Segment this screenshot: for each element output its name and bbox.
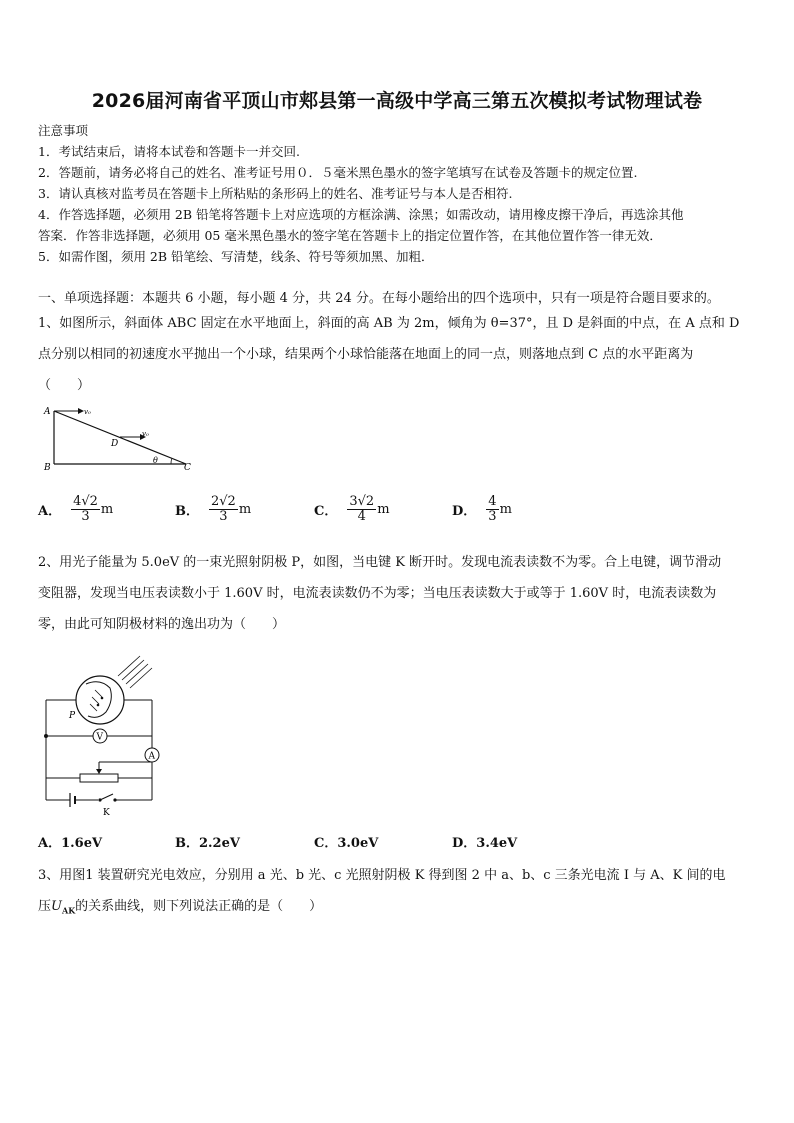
incline-figure: [40, 400, 200, 475]
note-item: 1．考试结束后，请将本试卷和答题卡一并交回.: [38, 144, 300, 159]
q1-option-a[interactable]: A． $\frac{4√2}{3}$ m: [38, 494, 114, 525]
q1-option-d[interactable]: D． $\frac{4}{3}$ m: [452, 494, 512, 525]
q2-line: 2、用光子能量为 5.0eV 的一束光照射阴极 P，如图，当电键 K 断开时。发现电流表读数不为零。合上电键，调节滑动: [38, 555, 722, 570]
q3-line: 压$U_{AK}$的关系曲线，则下列说法正确的是（ ）: [38, 899, 323, 916]
note-item: 3．请认真核对监考员在答题卡上所粘贴的条形码上的姓名、准考证号与本人是否相符.: [38, 186, 513, 201]
angle-label: θ: [153, 456, 158, 465]
circuit-figure: [40, 650, 170, 820]
q1-option-b[interactable]: B． $\frac{2√2}{3}$ m: [175, 494, 252, 525]
switch-label: K: [103, 808, 110, 818]
point-label-d: D: [111, 439, 119, 449]
page-title: 2026届河南省平顶山市郏县第一高级中学高三第五次模拟考试物理试卷: [91, 90, 703, 112]
note-item: 5．如需作图，须用 2B 铅笔绘、写清楚，线条、符号等须加黑、加粗．: [38, 249, 434, 264]
section-heading: 一、单项选择题：本题共 6 小题，每小题 4 分，共 24 分。在每小题给出的四个选项中，只有一项是符合题目要求的。: [38, 291, 720, 306]
point-label-b: B: [44, 463, 51, 473]
q1-answer-paren: （ ）: [38, 378, 91, 393]
point-label-a: A: [44, 407, 51, 417]
q2-option-c[interactable]: C．3.0eV: [314, 836, 379, 851]
velocity-label: v₀: [84, 408, 91, 416]
q2-option-a[interactable]: A．1.6eV: [38, 836, 103, 851]
notes-heading: 注意事项: [38, 123, 89, 138]
cathode-label: P: [69, 711, 76, 721]
q2-line: 变阻器，发现当电压表读数小于 1.60V 时，电流表读数仍不为零；当电压表读数大于或等于 1.60V 时，电流表读数为: [38, 586, 717, 601]
velocity-label: v₀: [142, 430, 149, 438]
q2-option-b[interactable]: B．2.2eV: [175, 836, 240, 851]
q3-line: 3、用图1 装置研究光电效应，分别用 a 光、b 光、c 光照射阴极 K 得到图 2 中 a、b、c 三条光电流 I 与 A、K 间的电: [38, 868, 726, 883]
q2-option-d[interactable]: D．3.4eV: [452, 836, 518, 851]
q1-line: 点分别以相同的初速度水平抛出一个小球，结果两个小球恰能落在地面上的同一点，则落地点到 C 点的水平距离为: [38, 347, 694, 362]
q1-option-c[interactable]: C． $\frac{3√2}{4}$ m: [314, 494, 390, 525]
note-item: 4．作答选择题，必须用 2B 铅笔将答题卡上对应选项的方框涂满、涂黑；如需改动，请用橡皮擦干净后，再选涂其他: [38, 207, 684, 222]
ammeter-label: A: [148, 751, 155, 762]
note-item: 答案．作答非选择题，必须用 05 毫米黑色墨水的签字笔在答题卡上的指定位置作答，在其他位置作答一律无效．: [38, 228, 662, 243]
q2-line: 零，由此可知阴极材料的逸出功为（ ）: [38, 617, 286, 632]
q1-line: 1、如图所示，斜面体 ABC 固定在水平地面上，斜面的高 AB 为 2m，倾角为 θ=37°，且 D 是斜面的中点，在 A 点和 D: [38, 316, 740, 331]
note-item: 2．答题前，请务必将自己的姓名、准考证号用０．５毫米黑色墨水的签字笔填写在试卷及答题卡的规定位置.: [38, 165, 638, 180]
voltmeter-label: V: [96, 732, 103, 743]
point-label-c: C: [184, 463, 191, 473]
